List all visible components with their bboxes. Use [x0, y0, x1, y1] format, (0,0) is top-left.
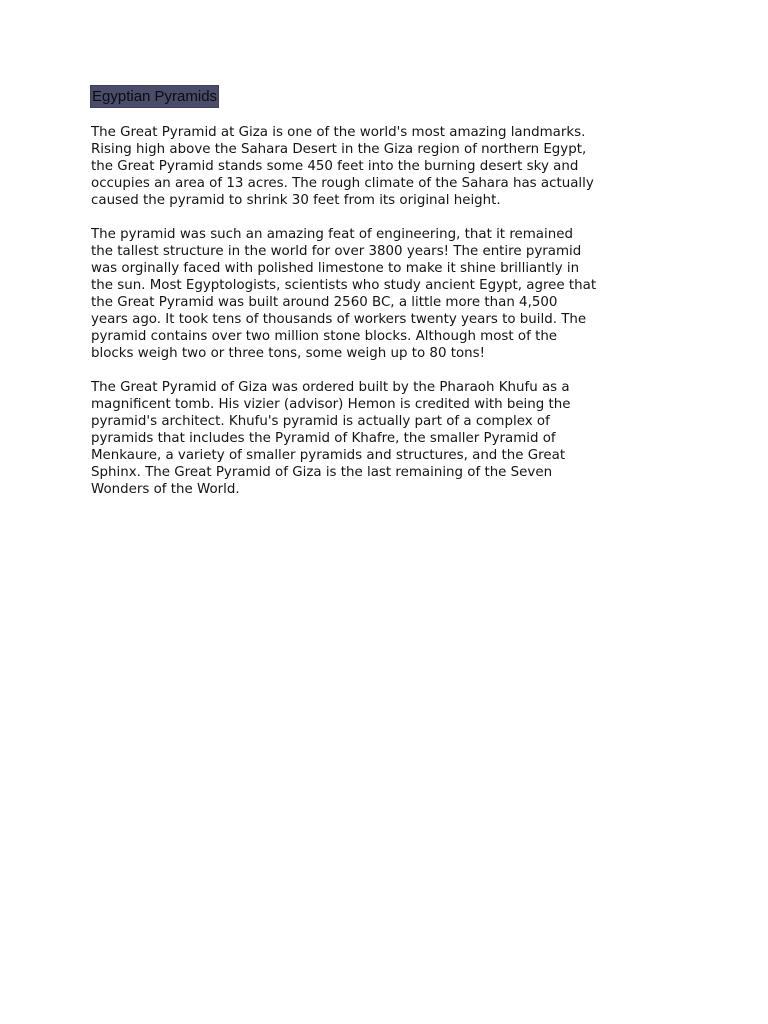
paragraph-line: Sphinx. The Great Pyramid of Giza is the last remaining of the Seven: [91, 465, 553, 480]
paragraph-line: caused the pyramid to shrink 30 feet from its original height.: [91, 193, 501, 208]
paragraph-line: Menkaure, a variety of smaller pyramids and structures, and the Great: [91, 448, 566, 463]
paragraph-line: The pyramid was such an amazing feat of engineering, that it remained: [91, 227, 573, 242]
paragraph-line: The Great Pyramid at Giza is one of the world's most amazing landmarks.: [91, 125, 586, 140]
paragraph-line: pyramids that includes the Pyramid of Khafre, the smaller Pyramid of: [91, 431, 556, 446]
paragraph-line: Wonders of the World.: [91, 482, 240, 497]
paragraph-line: the Great Pyramid was built around 2560 BC, a little more than 4,500: [91, 295, 558, 310]
document-body: [91, 86, 683, 515]
paragraph-line: pyramid's architect. Khufu's pyramid is actually part of a complex of: [91, 414, 550, 429]
paragraph-3: [91, 379, 683, 498]
paragraph-line: pyramid contains over two million stone blocks. Although most of the: [91, 329, 558, 344]
paragraph-line: the tallest structure in the world for over 3800 years! The entire pyramid: [91, 244, 582, 259]
document-title-highlight: [91, 86, 218, 107]
paragraph-line: occupies an area of 13 acres. The rough climate of the Sahara has actually: [91, 176, 594, 191]
paragraph-line: the sun. Most Egyptologists, scientists who study ancient Egypt, agree that: [91, 278, 597, 293]
paragraph-2: [91, 226, 683, 362]
paragraph-line: The Great Pyramid of Giza was ordered built by the Pharaoh Khufu as a: [91, 380, 570, 395]
paragraph-line: Rising high above the Sahara Desert in the Giza region of northern Egypt,: [91, 142, 587, 157]
document-title: Egyptian Pyramids: [92, 88, 218, 105]
paragraph-line: magnificent tomb. His vizier (advisor) Hemon is credited with being the: [91, 397, 571, 412]
paragraph-1: [91, 124, 683, 209]
paragraph-line: was orginally faced with polished limestone to make it shine brilliantly in: [91, 261, 580, 276]
paragraph-line: years ago. It took tens of thousands of workers twenty years to build. The: [91, 312, 587, 327]
paragraph-line: blocks weigh two or three tons, some weigh up to 80 tons!: [91, 346, 485, 361]
paragraph-line: the Great Pyramid stands some 450 feet into the burning desert sky and: [91, 159, 579, 174]
